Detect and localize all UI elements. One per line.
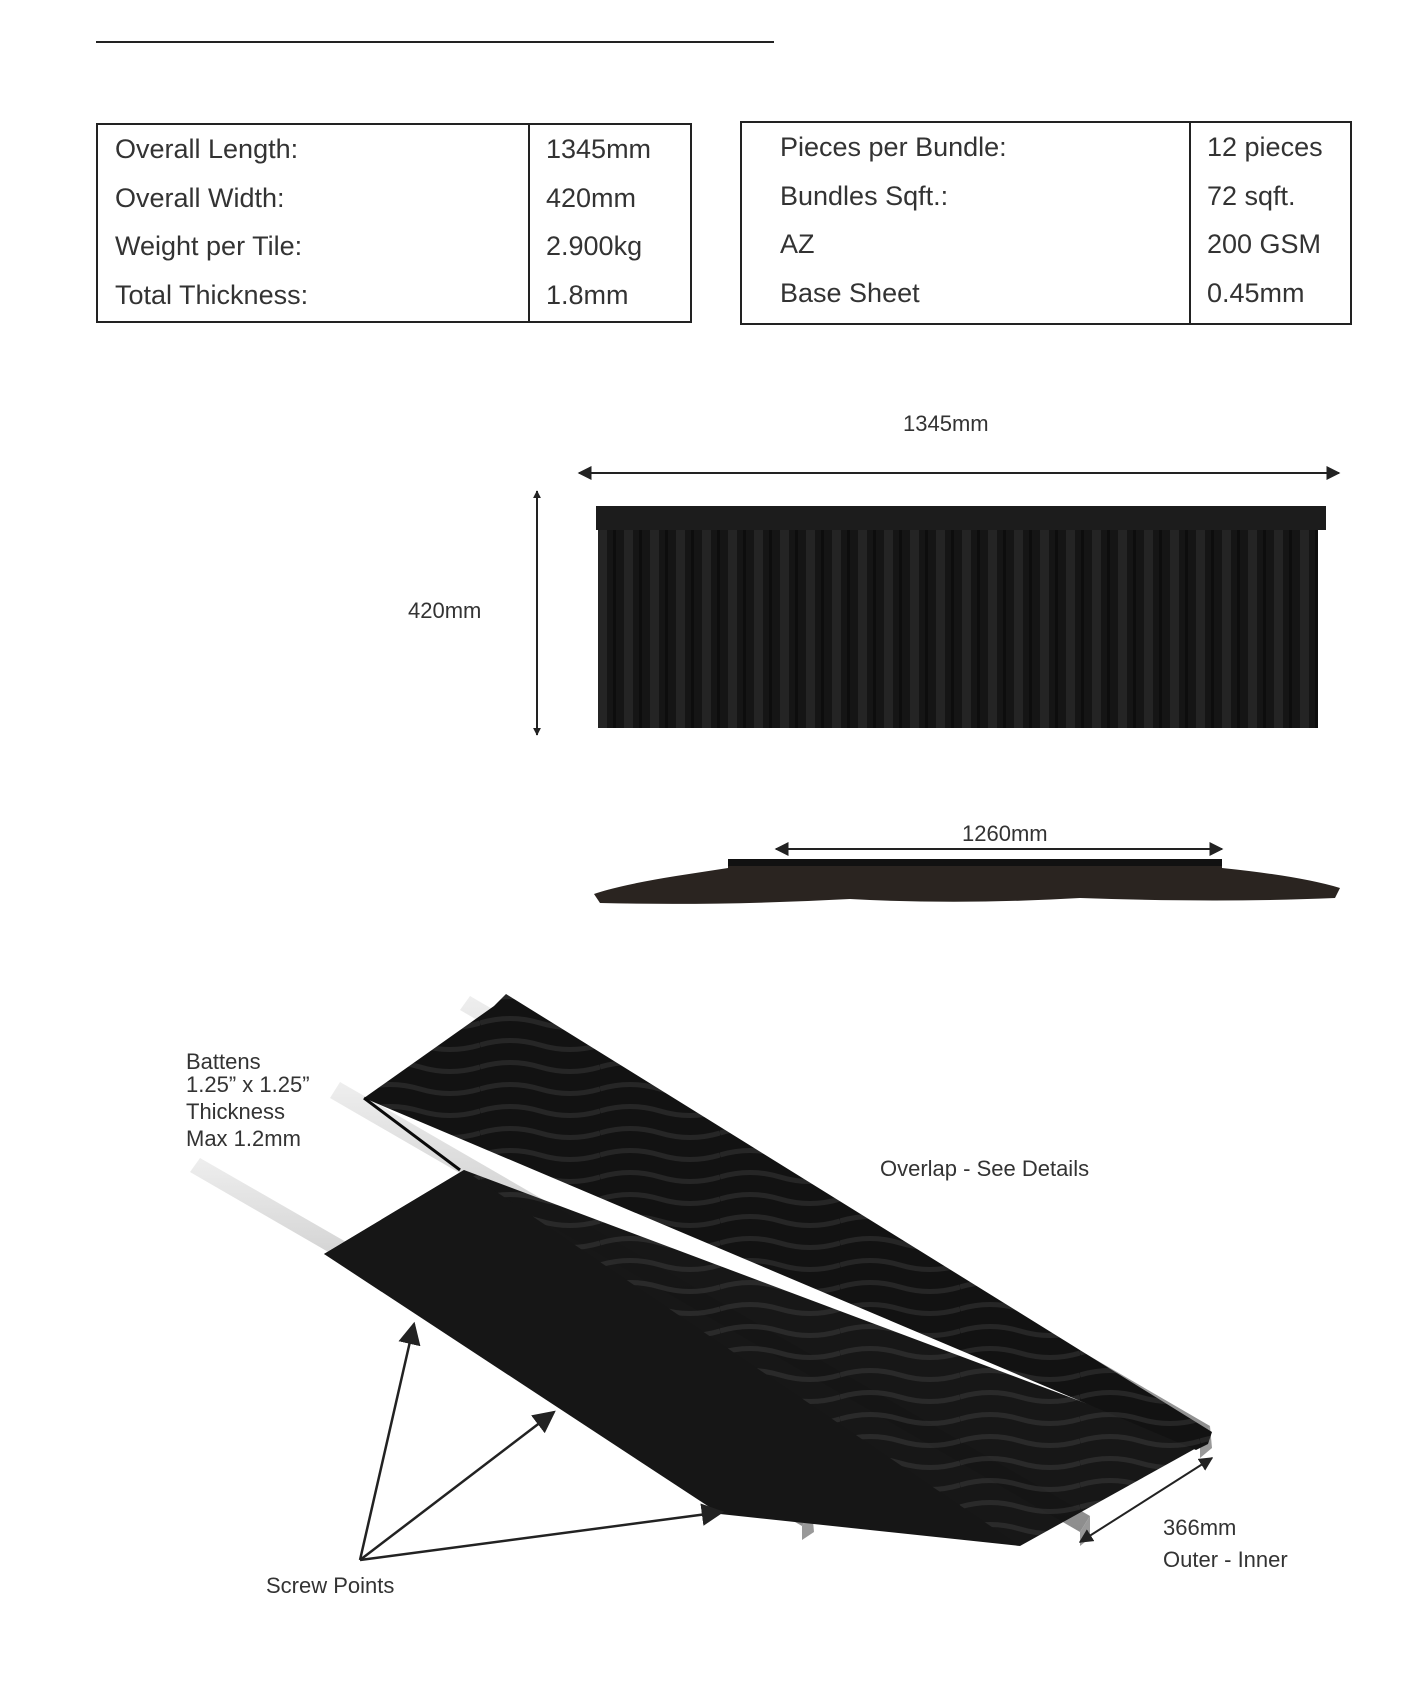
- spec-value: 420mm: [546, 182, 637, 213]
- spec-label: Weight per Tile:: [115, 231, 303, 261]
- spec-label: AZ: [780, 229, 815, 259]
- spec-value: 72 sqft.: [1207, 180, 1296, 211]
- tile-front-view: [596, 506, 1326, 728]
- batten-spacing-annotation: [1163, 1512, 1288, 1576]
- spacing-value: 366mm: [1163, 1515, 1237, 1540]
- spec-label: Bundles Sqft.:: [780, 180, 949, 211]
- overlap-note: Overlap - See Details: [880, 1156, 1090, 1181]
- spec-label: Overall Length:: [115, 134, 299, 164]
- effective-length-label: 1260mm: [962, 821, 1048, 846]
- tile-side-profile: [594, 859, 1340, 904]
- battens-size: 1.25” x 1.25”: [186, 1072, 310, 1097]
- spec-label: Pieces per Bundle:: [780, 132, 1007, 162]
- spec-value: 12 pieces: [1207, 132, 1323, 162]
- spec-label: Base Sheet: [780, 277, 920, 308]
- spec-label: Total Thickness:: [115, 279, 309, 310]
- width-dimension-label: 420mm: [408, 598, 482, 623]
- spec-value: 2.900kg: [546, 231, 643, 261]
- spec-value: 1345mm: [546, 134, 652, 164]
- spacing-label: Outer - Inner: [1163, 1547, 1288, 1572]
- spec-label: Overall Width:: [115, 182, 285, 213]
- battens-thickness-value: Max 1.2mm: [186, 1126, 301, 1151]
- battens-thickness-label: Thickness: [186, 1099, 286, 1124]
- spec-value: 1.8mm: [546, 279, 629, 310]
- spec-value: 0.45mm: [1207, 277, 1305, 308]
- battens-annotation: [186, 1048, 310, 1152]
- battens-title: Battens: [186, 1049, 261, 1074]
- installed-tiles: [324, 994, 1212, 1546]
- spec-value: 200 GSM: [1207, 229, 1322, 259]
- length-dimension-label: 1345mm: [903, 411, 989, 436]
- screw-points-label: Screw Points: [266, 1573, 395, 1598]
